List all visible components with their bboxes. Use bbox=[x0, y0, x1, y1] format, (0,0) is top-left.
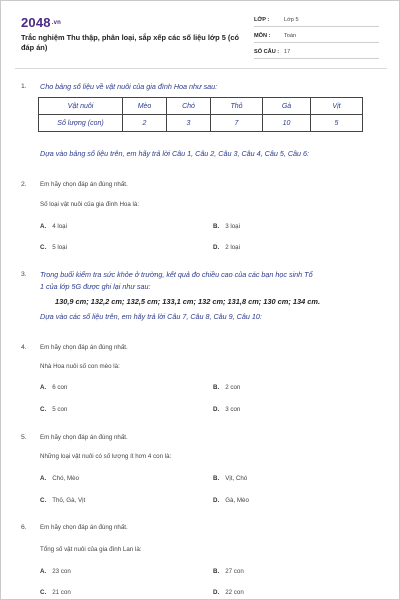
option-c[interactable] bbox=[40, 244, 67, 251]
table-cell: Vật nuôi bbox=[39, 98, 123, 115]
question-number: 3. bbox=[21, 271, 27, 278]
option-c[interactable] bbox=[40, 497, 85, 504]
option-letter: B. bbox=[213, 223, 220, 230]
question-number: 4. bbox=[21, 344, 27, 351]
option-text: 23 con bbox=[52, 568, 71, 575]
option-letter: A. bbox=[40, 568, 47, 575]
option-text: Vịt, Chó bbox=[225, 475, 248, 482]
option-letter: A. bbox=[40, 475, 47, 482]
option-text: 2 loại bbox=[225, 244, 240, 251]
table-cell: Mèo bbox=[123, 98, 167, 115]
table-cell: 7 bbox=[211, 115, 263, 132]
meta-subject-key: MÔN : bbox=[254, 33, 271, 39]
option-text: 27 con bbox=[225, 568, 244, 575]
question-number: 1. bbox=[21, 83, 27, 90]
option-b[interactable] bbox=[213, 384, 240, 391]
table-cell: Chó bbox=[167, 98, 211, 115]
document-header bbox=[1, 1, 400, 65]
meta-grade-key: LỚP : bbox=[254, 17, 270, 23]
option-d[interactable] bbox=[213, 589, 244, 596]
option-letter: D. bbox=[213, 589, 220, 596]
table-cell: 5 bbox=[311, 115, 363, 132]
option-text: 4 loại bbox=[52, 223, 67, 230]
option-d[interactable] bbox=[213, 406, 240, 413]
meta-count-value: 17 bbox=[284, 49, 291, 55]
table-cell: 3 bbox=[167, 115, 211, 132]
option-text: Gà, Mèo bbox=[225, 497, 249, 504]
logo-main: 2048 bbox=[21, 15, 51, 30]
option-a[interactable] bbox=[40, 384, 67, 391]
table-cell: Thỏ bbox=[211, 98, 263, 115]
option-text: 5 con bbox=[52, 406, 68, 413]
option-letter: B. bbox=[213, 475, 220, 482]
option-letter: C. bbox=[40, 406, 47, 413]
option-text: 21 con bbox=[52, 589, 71, 596]
option-b[interactable] bbox=[213, 568, 244, 575]
question-text: Tổng số vật nuôi của gia đình Lan là: bbox=[40, 546, 142, 553]
option-a[interactable] bbox=[40, 568, 71, 575]
pets-table bbox=[38, 97, 363, 132]
option-letter: A. bbox=[40, 384, 47, 391]
question-footer: Dựa vào bảng số liệu trên, em hãy trả lời Câu 1, Câu 2, Câu 3, Câu 4, Câu 5, Câu 6: bbox=[40, 149, 309, 158]
option-letter: D. bbox=[213, 244, 220, 251]
question-line-1: Trong buổi kiểm tra sức khỏe ở trường, kết quả đo chiều cao của các bạn học sinh Tổ bbox=[40, 270, 313, 279]
table-row bbox=[39, 115, 363, 132]
height-values: 130,9 cm; 132,2 cm; 132,5 cm; 133,1 cm; 132 cm; 131,8 cm; 130 cm; 134 cm. bbox=[55, 297, 321, 306]
option-letter: D. bbox=[213, 497, 220, 504]
table-row bbox=[39, 98, 363, 115]
table-cell: Vịt bbox=[311, 98, 363, 115]
option-letter: C. bbox=[40, 497, 47, 504]
table-cell: Số lượng (con) bbox=[39, 115, 123, 132]
table-cell: Gà bbox=[263, 98, 311, 115]
option-letter: A. bbox=[40, 223, 47, 230]
option-d[interactable] bbox=[213, 497, 249, 504]
option-a[interactable] bbox=[40, 475, 79, 482]
meta-grade-value: Lớp 5 bbox=[284, 17, 299, 23]
meta-subject bbox=[254, 29, 379, 43]
document-title: Trắc nghiệm Thu thập, phân loại, sắp xếp các số liệu lớp 5 (có đáp án) bbox=[21, 33, 239, 52]
option-letter: C. bbox=[40, 244, 47, 251]
meta-count-key: SỐ CÂU : bbox=[254, 49, 280, 55]
logo-suffix: .vn bbox=[51, 20, 62, 26]
question-instruction: Em hãy chọn đáp án đúng nhất. bbox=[40, 524, 128, 531]
header-divider bbox=[15, 68, 387, 69]
meta-grade bbox=[254, 13, 379, 27]
option-text: 2 con bbox=[225, 384, 241, 391]
question-number: 6. bbox=[21, 524, 27, 531]
question-intro: Cho bảng số liệu về vật nuôi của gia đình Hoa như sau: bbox=[40, 82, 218, 91]
question-instruction: Em hãy chọn đáp án đúng nhất. bbox=[40, 181, 128, 188]
option-text: Thỏ, Gà, Vịt bbox=[52, 497, 86, 504]
question-footer: Dựa vào các số liệu trên, em hãy trả lời Câu 7, Câu 8, Câu 9, Câu 10: bbox=[40, 312, 262, 321]
question-text: Số loại vật nuôi của gia đình Hoa là: bbox=[40, 201, 140, 208]
question-number: 2. bbox=[21, 181, 27, 188]
option-text: 5 loại bbox=[52, 244, 67, 251]
meta-count bbox=[254, 45, 379, 59]
option-text: Chó, Mèo bbox=[52, 475, 80, 482]
site-logo[interactable] bbox=[21, 15, 61, 30]
option-a[interactable] bbox=[40, 223, 67, 230]
question-text: Những loại vật nuôi có số lượng ít hơn 4 con là: bbox=[40, 453, 172, 460]
option-b[interactable] bbox=[213, 475, 247, 482]
question-line-2: 1 của lớp 5G được ghi lại như sau: bbox=[40, 282, 151, 291]
option-letter: C. bbox=[40, 589, 47, 596]
option-b[interactable] bbox=[213, 223, 240, 230]
option-text: 6 con bbox=[52, 384, 68, 391]
option-d[interactable] bbox=[213, 244, 240, 251]
option-text: 22 con bbox=[225, 589, 244, 596]
question-text: Nhà Hoa nuôi số con mèo là: bbox=[40, 363, 120, 370]
table-cell: 2 bbox=[123, 115, 167, 132]
table-cell: 10 bbox=[263, 115, 311, 132]
question-instruction: Em hãy chọn đáp án đúng nhất. bbox=[40, 344, 128, 351]
option-c[interactable] bbox=[40, 589, 71, 596]
option-letter: B. bbox=[213, 568, 220, 575]
question-number: 5. bbox=[21, 434, 27, 441]
option-letter: B. bbox=[213, 384, 220, 391]
option-text: 3 con bbox=[225, 406, 241, 413]
meta-subject-value: Toán bbox=[284, 33, 297, 39]
option-c[interactable] bbox=[40, 406, 67, 413]
option-letter: D. bbox=[213, 406, 220, 413]
option-text: 3 loại bbox=[225, 223, 240, 230]
question-instruction: Em hãy chọn đáp án đúng nhất. bbox=[40, 434, 128, 441]
